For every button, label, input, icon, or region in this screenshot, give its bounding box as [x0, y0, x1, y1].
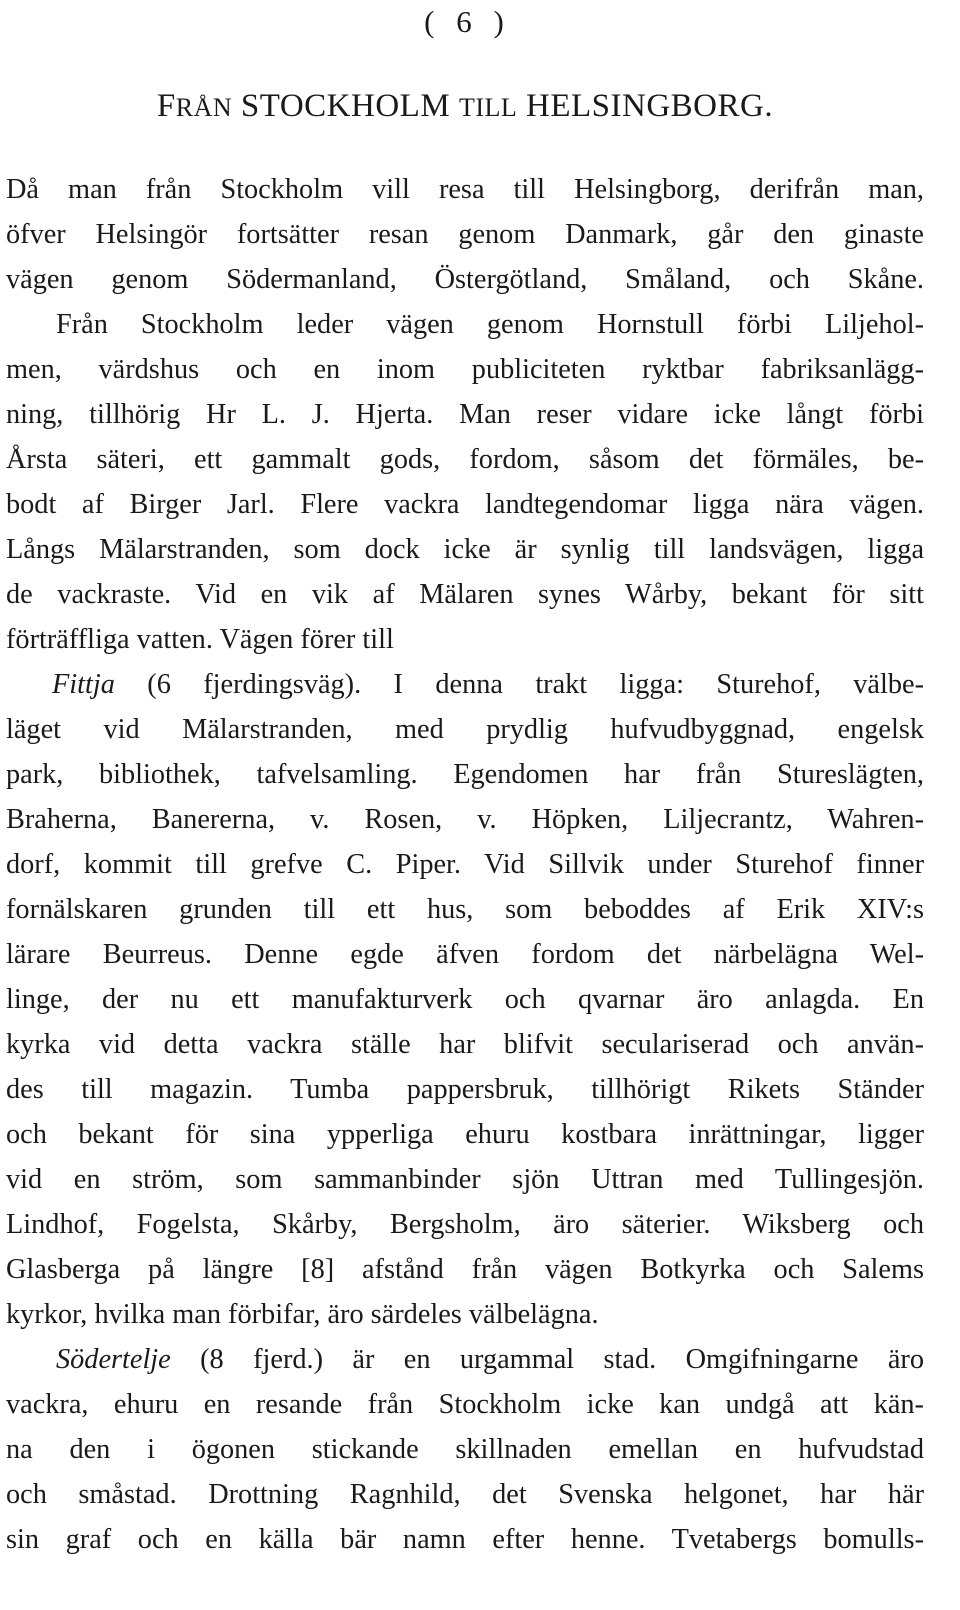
text-line: vackra, ehuru en resande från Stockholm icke kan undgå att kän- [6, 1389, 924, 1420]
text-line: na den i ögonen stickande skillnaden emellan en hufvudstad [6, 1434, 924, 1465]
text-line: des till magazin. Tumba pappersbruk, tillhörigt Rikets Ständer [6, 1074, 924, 1105]
text-line: lärare Beurreus. Denne egde äfven fordom det närbelägna Wel- [6, 939, 924, 970]
text-line: dorf, kommit till grefve C. Piper. Vid Sillvik under Sturehof finner [6, 849, 924, 880]
heading-part: HELSINGBORG. [517, 88, 774, 124]
text-line: kyrkor, hvilka man förbifar, äro särdeles välbelägna. [6, 1299, 599, 1330]
text-line: läget vid Mälarstranden, med prydlig hufvudbyggnad, engelsk [6, 714, 924, 745]
heading-part: TILL [458, 93, 518, 122]
page-number [0, 4, 930, 40]
text-line [6, 1337, 924, 1382]
text-line: ning, tillhörig Hr L. J. Hjerta. Man reser vidare icke långt förbi [6, 399, 924, 430]
place-name-fittja: Fittja [52, 669, 115, 700]
page-number-value: 6 [456, 4, 474, 39]
text-line: Braherna, Banererna, v. Rosen, v. Höpken, Liljecrantz, Wahren- [6, 804, 924, 835]
text-fragment: (8 fjerd.) är en urgammal stad. Omgifningarne äro [170, 1344, 924, 1375]
text-fragment: (6 fjerdingsväg). I denna trakt ligga: Sturehof, välbe- [114, 669, 924, 700]
text-line: sin graf och en källa bär namn efter henne. Tvetabergs bomulls- [6, 1524, 924, 1555]
text-line: och småstad. Drottning Ragnhild, det Svenska helgonet, har här [6, 1479, 924, 1510]
text-line: park, bibliothek, tafvelsamling. Egendomen har från Stureslägten, [6, 759, 924, 790]
heading-part: RÅN [175, 93, 233, 122]
text-line: linge, der nu ett manufakturverk och qvarnar äro anlagda. En [6, 984, 924, 1015]
text-line: öfver Helsingör fortsätter resan genom Danmark, går den ginaste [6, 219, 924, 250]
place-name-sodertelje: Södertelje [56, 1344, 171, 1375]
text-line: Långs Mälarstranden, som dock icke är synlig till landsvägen, ligga [6, 534, 924, 565]
heading-part: STOCKHOLM [232, 88, 459, 124]
text-line: fornälskaren grunden till ett hus, som beboddes af Erik XIV:s [6, 894, 924, 925]
text-line: bodt af Birger Jarl. Flere vackra landtegendomar ligga nära vägen. [6, 489, 924, 520]
text-line [6, 662, 924, 707]
text-line: Lindhof, Fogelsta, Skårby, Bergsholm, äro säterier. Wiksberg och [6, 1209, 924, 1240]
text-line: Årsta säteri, ett gammalt gods, fordom, såsom det förmäles, be- [6, 444, 924, 475]
text-line: Då man från Stockholm vill resa till Helsingborg, derifrån man, [6, 174, 924, 205]
text-line: Från Stockholm leder vägen genom Hornstull förbi Liljehol- [56, 309, 924, 340]
body-text [6, 167, 924, 1562]
text-line: kyrka vid detta vackra ställe har blifvit seculariserad och använ- [6, 1029, 924, 1060]
text-line: vid en ström, som sammanbinder sjön Uttran med Tullingesjön. [6, 1164, 924, 1195]
chapter-heading [0, 88, 930, 125]
text-line: men, värdshus och en inom publiciteten ryktbar fabriksanlägg- [6, 354, 924, 385]
page-number-close-paren: ) [493, 4, 506, 39]
text-line: vägen genom Södermanland, Östergötland, Småland, och Skåne. [6, 264, 924, 295]
text-line: förträffliga vatten. Vägen förer till [6, 624, 394, 655]
heading-part: F [156, 88, 176, 124]
text-line: och bekant för sina ypperliga ehuru kostbara inrättningar, ligger [6, 1119, 924, 1150]
page-number-open-paren: ( [424, 4, 437, 39]
text-line: de vackraste. Vid en vik af Mälaren synes Wårby, bekant för sitt [6, 579, 924, 610]
text-line: Glasberga på längre [8] afstånd från vägen Botkyrka och Salems [6, 1254, 924, 1285]
